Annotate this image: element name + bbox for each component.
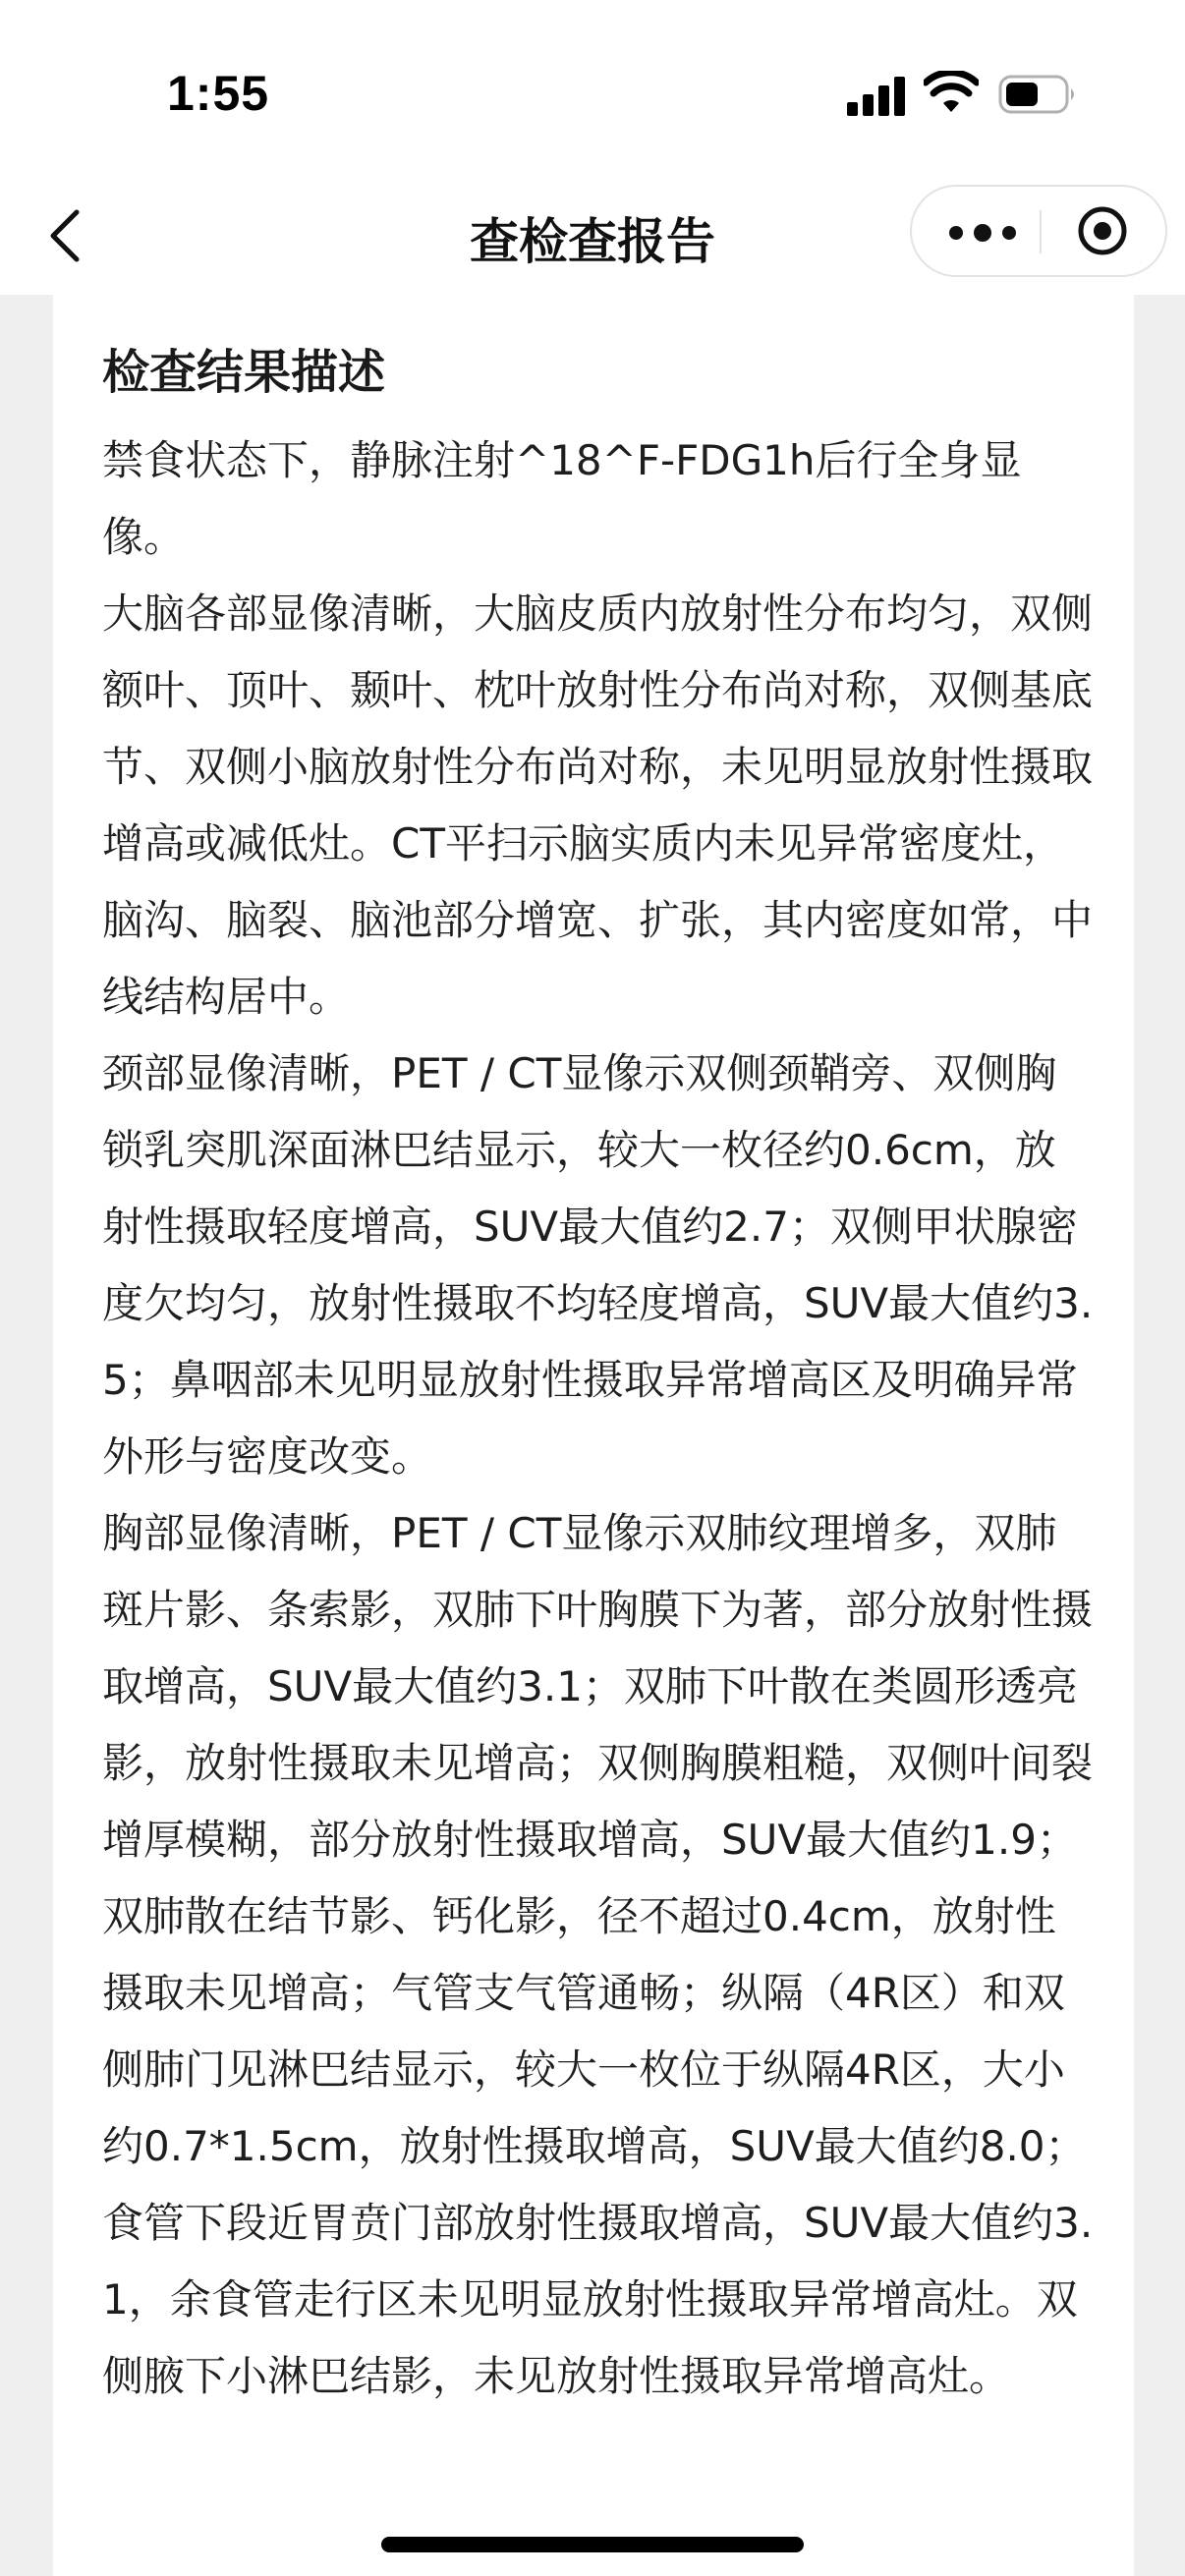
report-paragraph: 大脑各部显像清晰，大脑皮质内放射性分布均匀，双侧额叶、顶叶、颞叶、枕叶放射性分布尚对称，双侧基底节、双侧小脑放射性分布尚对称，未见明显放射性摄取增高或减低灶。CT平扫示脑实质内未见异常密度灶，脑沟、脑裂、脑池部分增宽、扩张，其内密度如常，中线结构居中。 bbox=[102, 589, 1094, 1021]
cellular-signal-icon bbox=[847, 77, 906, 116]
mini-program-capsule bbox=[910, 185, 1167, 277]
target-circle-icon bbox=[1057, 198, 1152, 263]
more-button[interactable] bbox=[931, 198, 1030, 263]
report-description bbox=[102, 422, 1095, 2415]
page-title: 查检查报告 bbox=[470, 213, 715, 270]
report-paragraph: 禁食状态下，静脉注射^18^F-FDG1h后行全身显像。 bbox=[102, 436, 1022, 561]
more-dots-icon bbox=[949, 226, 963, 240]
status-bar bbox=[0, 0, 1185, 177]
battery-icon bbox=[998, 75, 1079, 114]
report-paragraph: 颈部显像清晰，PET / CT显像示双侧颈鞘旁、双侧胸锁乳突肌深面淋巴结显示，较大一枚径约0.6cm，放射性摄取轻度增高，SUV最大值约2.7；双侧甲状腺密度欠均匀，放射性摄取不均轻度增高，SUV最大值约3.5；鼻咽部未见明显放射性摄取异常增高区及明确异常外形与密度改变。 bbox=[102, 1049, 1094, 1481]
wifi-icon bbox=[924, 71, 979, 116]
report-paragraph: 胸部显像清晰，PET / CT显像示双肺纹理增多，双肺斑片影、条索影，双肺下叶胸膜下为著，部分放射性摄取增高，SUV最大值约3.1；双肺下叶散在类圆形透亮影，放射性摄取未见增高；双侧胸膜粗糙，双侧叶间裂增厚模糊，部分放射性摄取增高，SUV最大值约1.9；双肺散在结节影、钙化影，径不超过0.4cm，放射性摄取未见增高；气管支气管通畅；纵隔（4R区）和双侧肺门见淋巴结显示，较大一枚位于纵隔4R区，大小约0.7*1.5cm，放射性摄取增高，SUV最大值约8.0；食管下段近胃贲门部放射性摄取增高，SUV最大值约3.1，余食管走行区未见明显放射性摄取异常增高灶。双侧腋下小淋巴结影，未见放射性摄取异常增高灶。 bbox=[102, 1509, 1094, 2400]
report-card bbox=[53, 295, 1134, 2576]
home-indicator[interactable] bbox=[381, 2537, 804, 2552]
section-title: 检查结果描述 bbox=[102, 345, 386, 400]
close-button[interactable] bbox=[1057, 198, 1152, 263]
status-time: 1:55 bbox=[167, 66, 270, 121]
navigation-bar bbox=[0, 177, 1185, 295]
capsule-divider bbox=[1040, 210, 1042, 253]
